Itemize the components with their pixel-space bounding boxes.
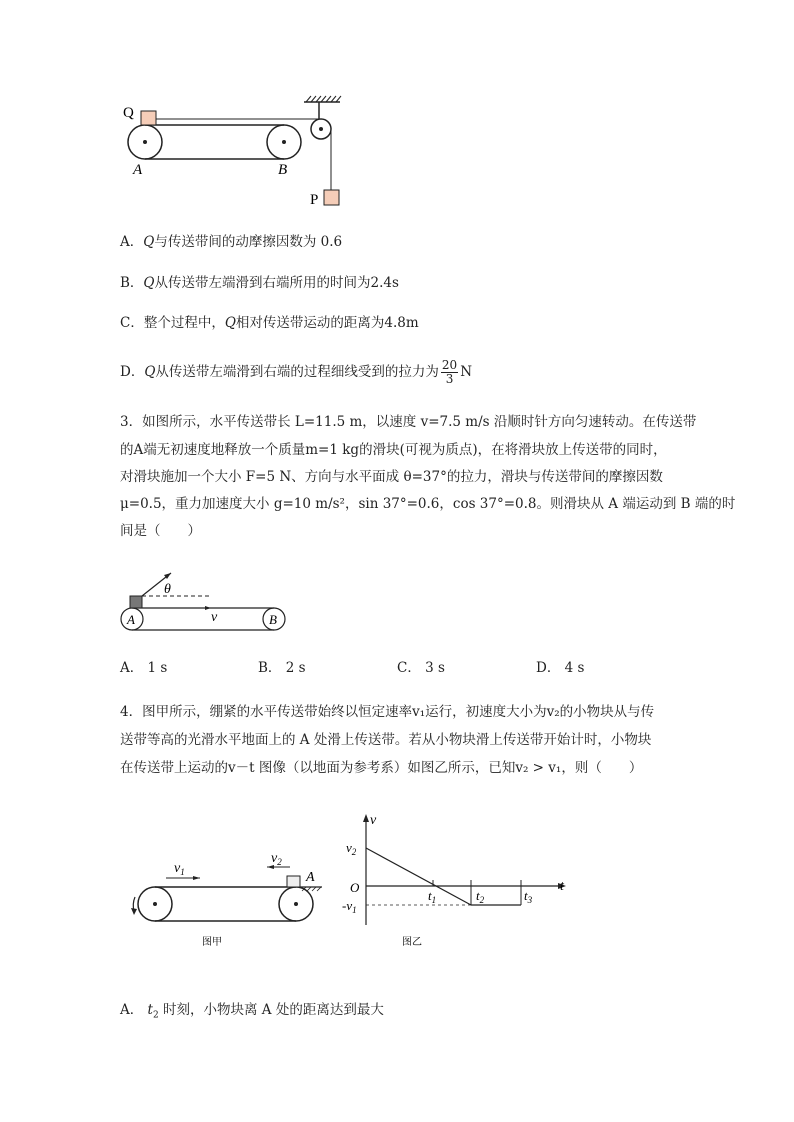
q4-option-a: A． $t_2$ 时刻，小物块离 A 处的距离达到最大 bbox=[120, 1002, 384, 1021]
q4-line-3: 在传送带上运动的v－t 图像（以地面为参考系）如图乙所示，已知v₂ > v₁，则（ ） bbox=[120, 760, 643, 776]
caption-yi: 图乙 bbox=[402, 937, 422, 948]
axis-t-label: t bbox=[560, 879, 564, 894]
q4-line-2: 送带等高的光滑水平地面上的 A 处滑上传送带。若从小物块滑上传送带开始计时，小物块 bbox=[120, 732, 652, 748]
label-a: A bbox=[306, 870, 315, 885]
caption-jia: 图甲 bbox=[202, 937, 222, 948]
label-v2: $v_2$ bbox=[271, 851, 282, 867]
neg-v1-tick: $-v_1$ bbox=[342, 898, 357, 915]
label-theta: θ bbox=[164, 582, 171, 597]
label-a: A bbox=[133, 162, 143, 178]
label-p: P bbox=[310, 192, 319, 208]
t1-tick: $t_1$ bbox=[428, 888, 437, 905]
label-b: B bbox=[269, 612, 277, 627]
figure-q4-yi-vt-graph bbox=[340, 810, 575, 950]
block-p bbox=[324, 190, 339, 205]
vt-line-descending bbox=[366, 848, 471, 905]
t2-tick: $t_2$ bbox=[476, 888, 485, 905]
q3-line-2: 的A端无初速度地释放一个质量m=1 kg的滑块(可视为质点)，在将滑块放上传送带的同时， bbox=[120, 442, 667, 458]
label-v: v bbox=[211, 610, 218, 625]
q4-line-1: 4．图甲所示，绷紧的水平传送带始终以恒定速率v₁运行，初速度大小为v₂的小物块从与传 bbox=[120, 704, 655, 720]
axis-v-label: v bbox=[370, 813, 377, 828]
slider-block bbox=[130, 596, 142, 608]
q3-option-a: A． 1 s bbox=[120, 660, 168, 676]
q3-option-b: B． 2 s bbox=[258, 660, 306, 676]
small-block bbox=[287, 876, 300, 887]
label-b: B bbox=[278, 162, 288, 178]
figure-q2-belt-pulley bbox=[118, 92, 358, 212]
label-a: A bbox=[127, 612, 135, 627]
q3-option-c: C． 3 s bbox=[397, 660, 445, 676]
v2-tick: $v_2$ bbox=[346, 840, 357, 857]
q3-option-d: D． 4 s bbox=[536, 660, 585, 676]
t3-tick: $t_3$ bbox=[524, 888, 533, 905]
q3-line-5: 间是（ ） bbox=[120, 523, 201, 539]
figure-q4-jia bbox=[122, 845, 344, 950]
q3-line-1: 3．如图所示，水平传送带长 L=11.5 m，以速度 v=7.5 m/s 沿顺时针方向匀速转动。在传送带 bbox=[120, 414, 697, 430]
figure-q3-belt-force bbox=[116, 565, 296, 635]
origin-label: O bbox=[350, 880, 360, 895]
q2-option-d: D．Q从传送带左端滑到右端的过程细线受到的拉力为 $\frac{20}{3}$ N bbox=[120, 358, 472, 386]
block-q bbox=[141, 111, 156, 125]
q2-option-b: B．Q从传送带左端滑到右端所用的时间为2.4s bbox=[120, 275, 399, 291]
q2-option-a: A．Q与传送带间的动摩擦因数为 0.6 bbox=[120, 234, 343, 250]
q3-line-4: μ=0.5，重力加速度大小 g=10 m/s²，sin 37°=0.6，cos 37°=0.8。则滑块从 A 端运动到 B 端的时 bbox=[120, 496, 736, 512]
fraction: $\frac{20}{3}$ bbox=[441, 358, 458, 386]
q3-line-3: 对滑块施加一个大小 F=5 N、方向与水平面成 θ=37°的拉力，滑块与传送带间的摩擦因数 bbox=[120, 469, 663, 485]
q2-option-c: C．整个过程中，Q相对传送带运动的距离为4.8m bbox=[120, 315, 419, 331]
label-v1: $v_1$ bbox=[174, 861, 185, 877]
label-q: Q bbox=[123, 105, 134, 121]
